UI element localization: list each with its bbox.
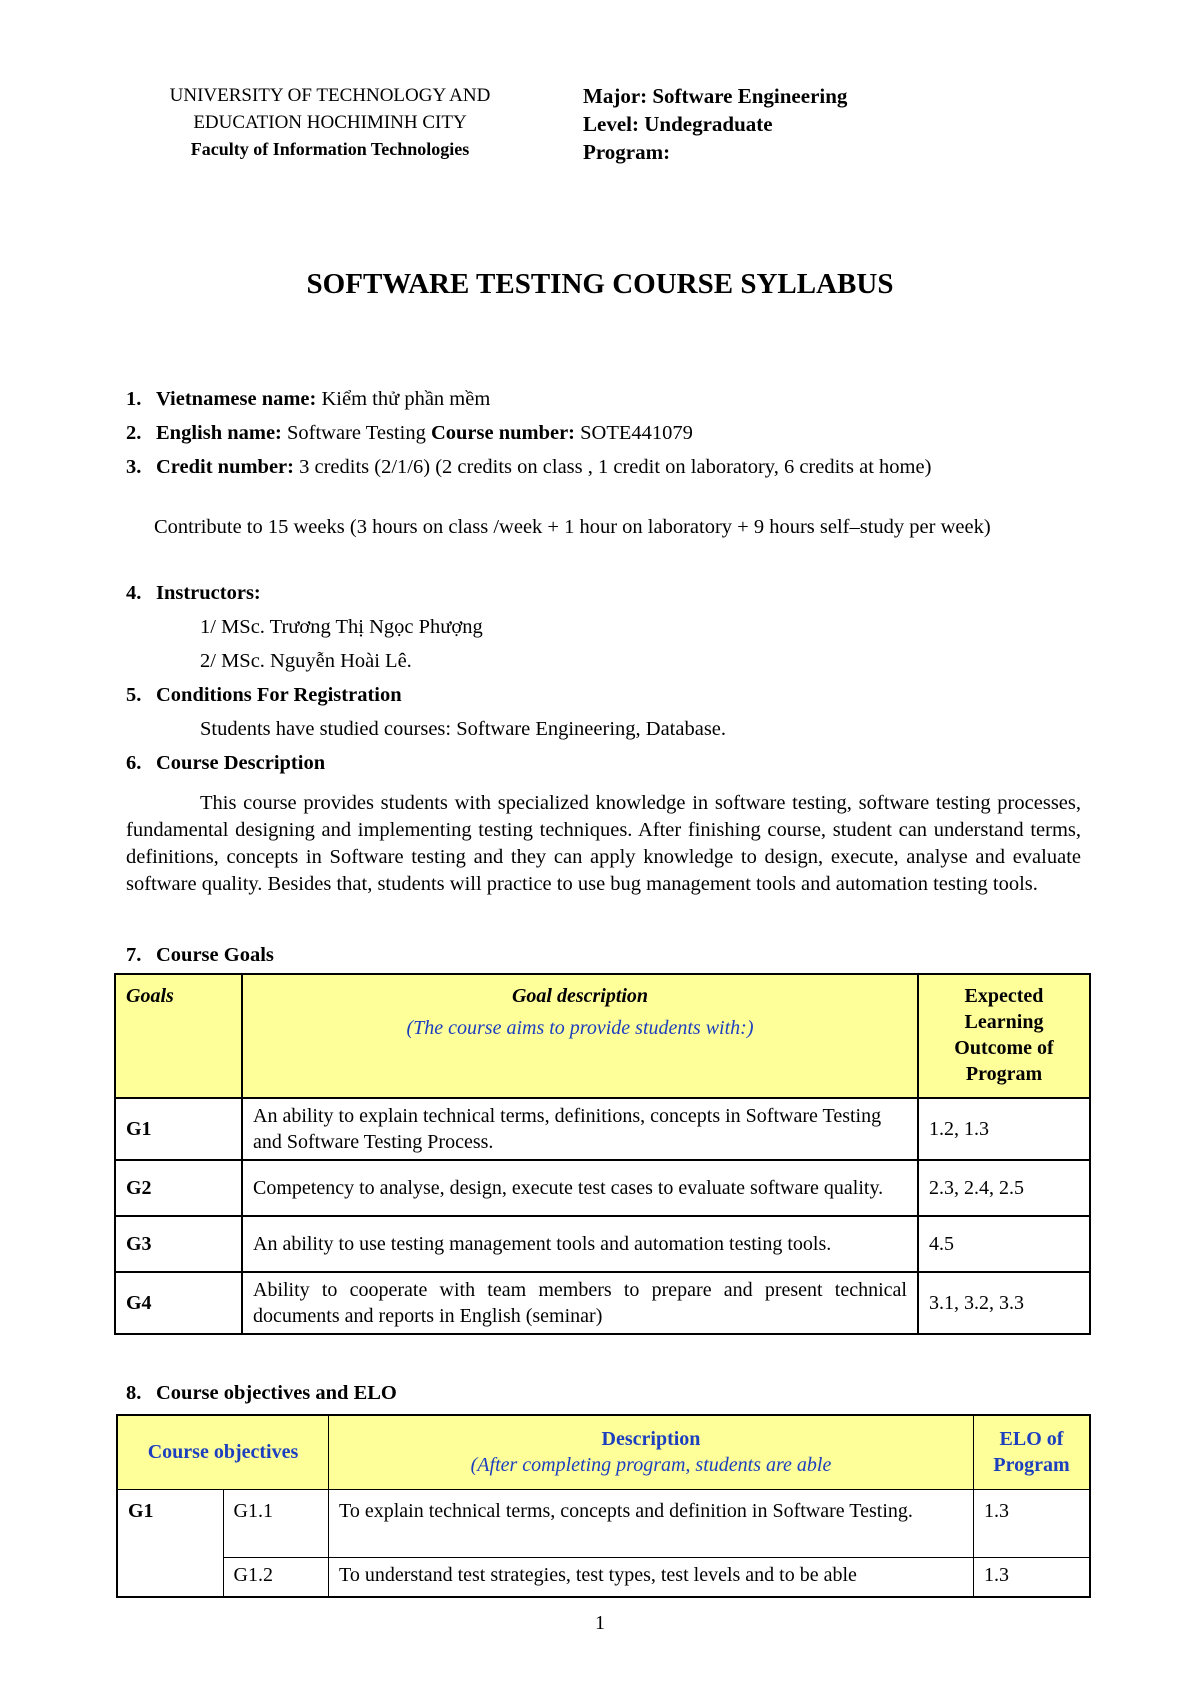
item-credit-number: 3. Credit number: 3 credits (2/1/6) (2 credits on class , 1 credit on laboratory, 6 credits at home) <box>126 456 932 478</box>
objective-code: G1.1 <box>223 1489 329 1557</box>
vietnamese-name-value: Kiểm thử phần mềm <box>316 388 491 410</box>
instructor-1: 1/ MSc. Trương Thị Ngọc Phượng <box>200 616 483 638</box>
item-course-description: 6. Course Description <box>126 752 326 774</box>
objectives-elo-header: ELO of Program <box>974 1415 1091 1489</box>
goal-description-subheader: (The course aims to provide students with:) <box>406 1017 754 1039</box>
instructors-label: Instructors: <box>156 582 261 604</box>
item-english-name: 2. English name: Software Testing Course number: SOTE441079 <box>126 422 693 444</box>
conditions-value: Students have studied courses: Software Engineering, Database. <box>200 718 727 740</box>
page-title: SOFTWARE TESTING COURSE SYLLABUS <box>306 268 894 300</box>
objective-group: G1 <box>117 1489 223 1597</box>
table-row <box>115 1272 1090 1334</box>
english-name-label: English name: <box>156 422 282 444</box>
program-line: Program: <box>583 140 671 164</box>
objective-elo: 1.3 <box>974 1557 1091 1597</box>
table-row <box>117 1489 1090 1557</box>
description-paragraph: This course provides students with specialized knowledge in software testing, software testing processes, fundamental designing and implementing testing techniques. After finishing course, student can understand terms, definitions, concepts in Software testing and they can apply knowledge to design, execute, analyse and evaluate software quality. Besides that, students will practice to use bug management tools and automation testing tools. <box>126 792 1081 895</box>
course-number-value: SOTE441079 <box>575 422 693 444</box>
objectives-label: Course objectives and ELO <box>156 1382 397 1404</box>
university-name-line2: EDUCATION HOCHIMINH CITY <box>193 112 467 133</box>
instructor-2: 2/ MSc. Nguyễn Hoài Lê. <box>200 650 412 672</box>
course-objectives-table <box>116 1414 1091 1598</box>
goals-header: Goals <box>126 985 174 1007</box>
objectives-description-header-cell <box>329 1415 974 1489</box>
english-name-value: Software Testing <box>281 422 431 444</box>
item-conditions: 5. Conditions For Registration <box>126 684 402 706</box>
goal-elo: 3.1, 3.2, 3.3 <box>918 1272 1090 1334</box>
course-number-label: Course number: <box>430 422 576 444</box>
goal-description: Ability to cooperate with team members to prepare and present technical documents and reports in English (seminar) <box>242 1272 918 1334</box>
program-info-block <box>583 82 847 166</box>
objective-description: To understand test strategies, test types, test levels and to be able <box>329 1557 974 1597</box>
page-number: 1 <box>595 1612 605 1634</box>
goals-elo-header: Expected Learning Outcome of Program <box>918 974 1090 1098</box>
item-course-objectives: 8. Course objectives and ELO <box>126 1382 397 1404</box>
objectives-table-header <box>117 1415 1090 1489</box>
goals-label: Course Goals <box>156 944 274 966</box>
objectives-description-subheader: (After completing program, students are able <box>470 1454 832 1477</box>
goal-elo: 2.3, 2.4, 2.5 <box>918 1160 1090 1216</box>
goal-elo: 1.2, 1.3 <box>918 1098 1090 1160</box>
objectives-header: Course objectives <box>117 1415 329 1489</box>
table-row <box>117 1557 1090 1597</box>
goal-code: G3 <box>115 1216 242 1272</box>
goal-description: Competency to analyse, design, execute test cases to evaluate software quality. <box>242 1160 918 1216</box>
goals-table-header <box>115 974 1090 1098</box>
goal-description-header: Goal description <box>511 985 649 1007</box>
credit-value: 3 credits (2/1/6) (2 credits on class , 1 credit on laboratory, 6 credits at home) <box>294 456 932 478</box>
goal-code: G4 <box>115 1272 242 1334</box>
table-row <box>115 1160 1090 1216</box>
contribute-text: Contribute to 15 weeks (3 hours on class /week + 1 hour on laboratory + 9 hours self–study per week) <box>154 516 991 538</box>
university-name-line1: UNIVERSITY OF TECHNOLOGY AND <box>169 85 491 106</box>
objective-code: G1.2 <box>223 1557 329 1597</box>
university-block <box>130 82 530 163</box>
goal-code: G1 <box>115 1098 242 1160</box>
objective-description: To explain technical terms, concepts and definition in Software Testing. <box>329 1489 974 1557</box>
goal-elo: 4.5 <box>918 1216 1090 1272</box>
major-line: Major: Software Engineering <box>583 84 848 108</box>
faculty-name: Faculty of Information Technologies <box>190 139 470 159</box>
objectives-description-header: Description <box>601 1428 701 1451</box>
conditions-label: Conditions For Registration <box>156 684 402 706</box>
goal-description: An ability to explain technical terms, definitions, concepts in Software Testing and Software Testing Process. <box>242 1098 918 1160</box>
level-line: Level: Undegraduate <box>583 112 773 136</box>
item-course-goals: 7. Course Goals <box>126 944 274 966</box>
goal-code: G2 <box>115 1160 242 1216</box>
goals-header-cell <box>115 974 242 1098</box>
vietnamese-name-label: Vietnamese name: <box>156 388 317 410</box>
table-row <box>115 1216 1090 1272</box>
course-goals-table <box>114 973 1091 1335</box>
description-label: Course Description <box>156 752 326 774</box>
goal-description: An ability to use testing management tools and automation testing tools. <box>242 1216 918 1272</box>
item-vietnamese-name: 1. Vietnamese name: Kiểm thử phần mềm <box>126 388 491 410</box>
item-instructors: 4. Instructors: <box>126 582 261 604</box>
credit-label: Credit number: <box>156 456 294 478</box>
objective-elo: 1.3 <box>974 1489 1091 1557</box>
goal-description-header-cell <box>242 974 918 1098</box>
table-row <box>115 1098 1090 1160</box>
